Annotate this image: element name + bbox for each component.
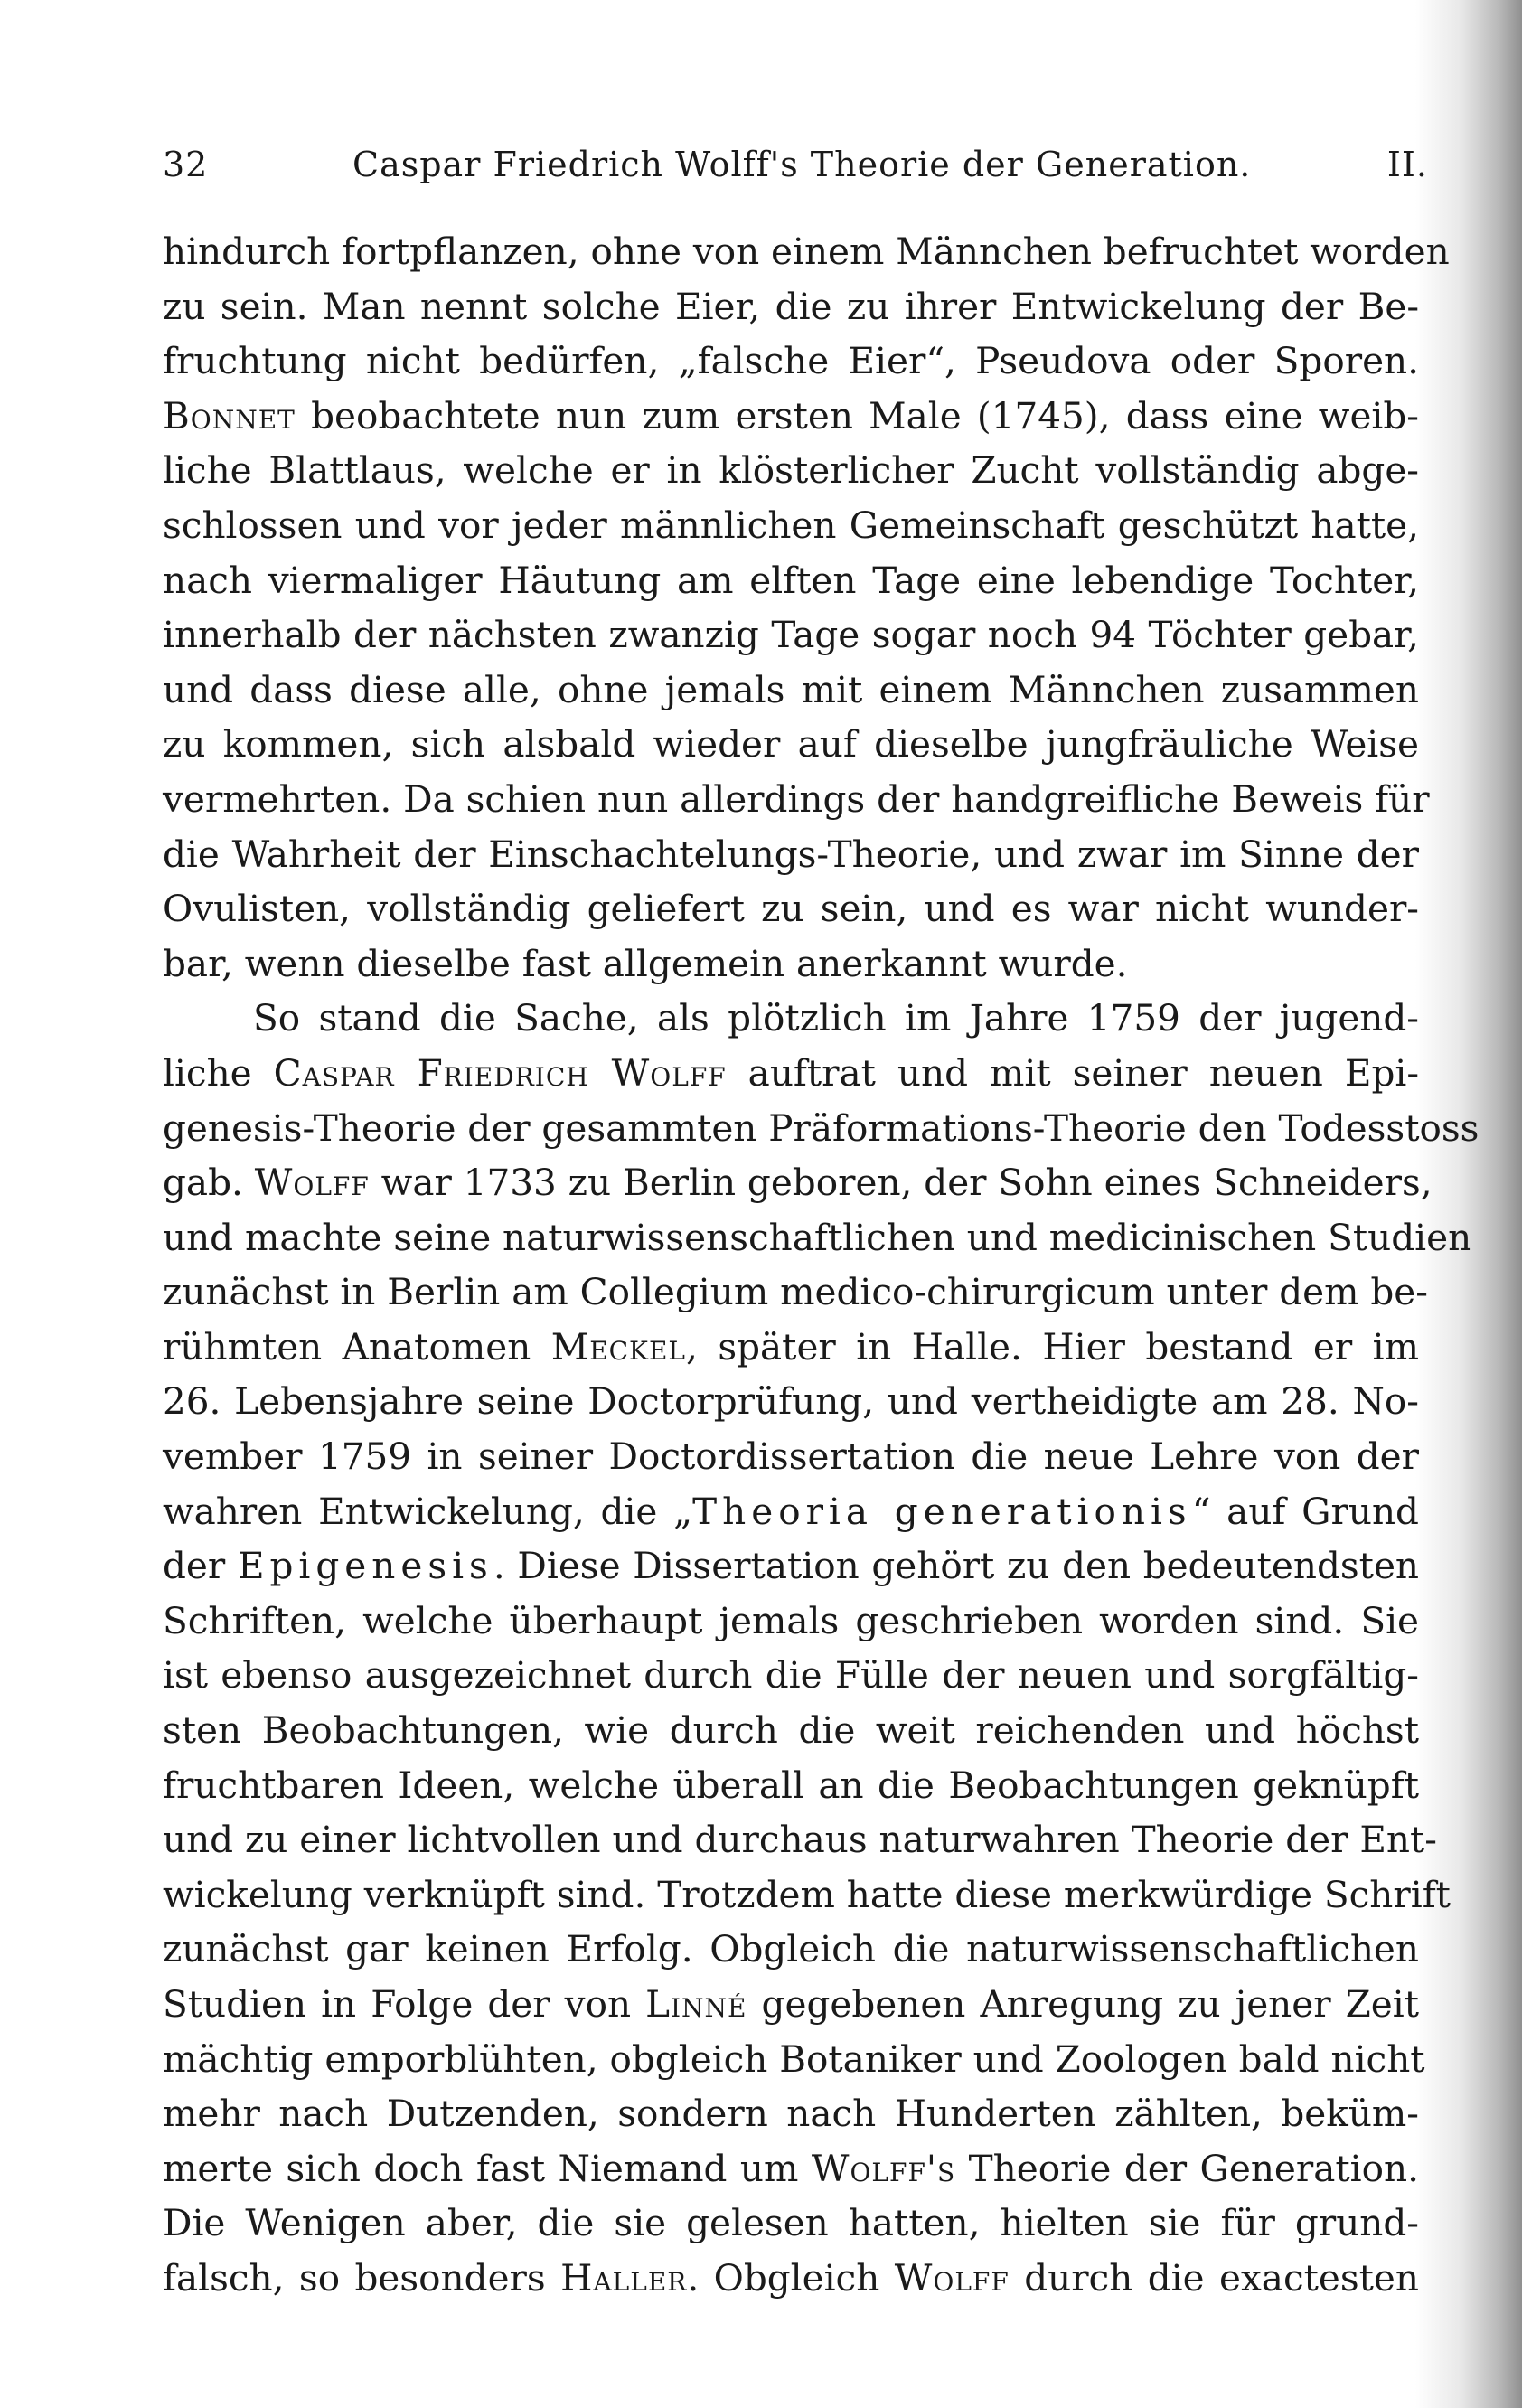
text-segment: wickelung verknüpft sind. Trotzdem hatte diese merkwürdige Schrift: [163, 1872, 1451, 1916]
text-segment: merte sich doch fast Niemand um: [163, 2146, 812, 2190]
text-segment: genesis-Theorie der gesammten Präformations-Theorie den Todesstoss: [163, 1105, 1480, 1150]
text-line: [163, 1374, 1419, 1429]
text-line: [163, 1922, 1419, 1977]
text-line: [163, 1484, 1419, 1539]
text-line: [163, 607, 1419, 663]
text-line: [163, 443, 1419, 498]
page-number: 32: [163, 145, 209, 184]
text-segment: zu kommen, sich alsbald wieder auf dieselbe jungfräuliche Weise: [163, 722, 1419, 767]
text-segment: beobachtete nun zum ersten Male (1745), dass eine weib-: [295, 393, 1419, 437]
text-line: [163, 1648, 1419, 1703]
text-line: [163, 1758, 1419, 1813]
person-name: Wolff: [254, 1161, 370, 1205]
text-segment: innerhalb der nächsten zwanzig Tage sogar noch 94 Töchter gebar,: [163, 613, 1419, 657]
text-line: [163, 1977, 1419, 2032]
text-segment: ist ebenso ausgezeichnet durch die Fülle der neuen und sorgfältig-: [163, 1653, 1419, 1698]
person-name: Haller: [560, 2255, 688, 2300]
spaced-emphasis: Epigenesis: [237, 1544, 493, 1588]
text-segment: sten Beobachtungen, wie durch die weit reichenden und höchst: [163, 1708, 1419, 1753]
text-line: [163, 498, 1419, 553]
running-title: Caspar Friedrich Wolff's Theorie der Generation.: [352, 145, 1252, 184]
text-segment: bar, wenn dieselbe fast allgemein anerkannt wurde.: [163, 941, 1128, 985]
text-line: [163, 1155, 1433, 1210]
text-line: [163, 553, 1419, 608]
person-name: Caspar Friedrich Wolff: [273, 1050, 727, 1095]
text-segment: 26. Lebensjahre seine Doctorprüfung, und vertheidigte am 28. No-: [163, 1379, 1419, 1424]
text-line: [163, 1265, 1428, 1320]
person-name: Wolff's: [811, 2146, 956, 2190]
text-segment: gab.: [163, 1161, 255, 1205]
text-line: [163, 1210, 1472, 1265]
text-segment: Theorie der Generation.: [955, 2146, 1419, 2190]
text-segment: vember 1759 in seiner Doctordissertation die neue Lehre von der: [163, 1434, 1419, 1479]
text-segment: nach viermaliger Häutung am elften Tage eine lebendige Tochter,: [163, 558, 1419, 602]
text-segment: , später in Halle. Hier bestand er im: [686, 1324, 1419, 1369]
text-segment: war 1733 zu Berlin geboren, der Sohn eines Schneiders,: [369, 1161, 1433, 1205]
text-segment: vermehrten. Da schien nun allerdings der handgreifliche Beweis für: [163, 776, 1430, 821]
text-line: [163, 2032, 1425, 2087]
text-segment: wahren Entwickelung, die „: [163, 1489, 693, 1533]
text-line: [163, 991, 1419, 1046]
text-line: [163, 1538, 1419, 1594]
text-segment: . Obgleich: [687, 2255, 895, 2300]
text-segment: rühmten Anatomen: [163, 1324, 551, 1369]
spaced-emphasis: Theoria generationis: [692, 1489, 1192, 1533]
text-line: [163, 1594, 1419, 1649]
text-segment: fruchtbaren Ideen, welche überall an die Beobachtungen geknüpft: [163, 1763, 1419, 1807]
text-segment: zu sein. Man nennt solche Eier, die zu ihrer Entwickelung der Be-: [163, 284, 1419, 328]
text-segment: So stand die Sache, als plötzlich im Jahre 1759 der jugend-: [253, 996, 1419, 1040]
text-line: [163, 1101, 1480, 1156]
text-line: [163, 827, 1419, 882]
body-text: [163, 224, 1480, 2306]
text-segment: fruchtung nicht bedürfen, „falsche Eier“, Pseudova oder Sporen.: [163, 339, 1419, 383]
text-line: [163, 1812, 1437, 1867]
text-segment: zunächst gar keinen Erfolg. Obgleich die naturwissenschaftlichen: [163, 1927, 1419, 1971]
text-segment: durch die exactesten: [1009, 2255, 1419, 2300]
text-line: [163, 389, 1419, 444]
text-line: [163, 936, 1419, 992]
page-header: [163, 145, 1428, 199]
text-line: [163, 1867, 1451, 1923]
text-segment: der: [163, 1544, 238, 1588]
text-segment: liche Blattlaus, welche er in klösterlicher Zucht vollständig abge-: [163, 448, 1419, 493]
text-line: [163, 1046, 1419, 1101]
text-line: [163, 1429, 1419, 1484]
text-segment: und machte seine naturwissenschaftlichen und medicinischen Studien: [163, 1215, 1472, 1259]
person-name: Linné: [645, 1982, 747, 2026]
text-line: [163, 2141, 1419, 2196]
text-line: [163, 2086, 1419, 2141]
text-line: [163, 881, 1419, 936]
text-line: [163, 2196, 1419, 2251]
text-segment: liche: [163, 1050, 274, 1095]
text-line: [163, 334, 1419, 389]
text-segment: mehr nach Dutzenden, sondern nach Hunderten zählten, beküm-: [163, 2092, 1419, 2136]
text-line: [163, 772, 1430, 827]
text-line: [163, 663, 1419, 718]
text-segment: Die Wenigen aber, die sie gelesen hatten, hielten sie für grund-: [163, 2201, 1419, 2245]
text-segment: zunächst in Berlin am Collegium medico-chirurgicum unter dem be-: [163, 1270, 1428, 1314]
text-segment: “ auf Grund: [1191, 1489, 1419, 1533]
text-line: [163, 1320, 1419, 1375]
text-line: [163, 717, 1419, 772]
text-segment: auftrat und mit seiner neuen Epi-: [726, 1050, 1420, 1095]
text-segment: gegebenen Anregung zu jener Zeit: [747, 1982, 1419, 2026]
text-line: [163, 1703, 1419, 1758]
text-segment: die Wahrheit der Einschachtelungs-Theorie, und zwar im Sinne der: [163, 832, 1419, 876]
text-segment: und dass diese alle, ohne jemals mit einem Männchen zusammen: [163, 667, 1419, 711]
text-segment: schlossen und vor jeder männlichen Gemeinschaft geschützt hatte,: [163, 503, 1419, 547]
text-segment: . Diese Dissertation gehört zu den bedeutendsten: [493, 1544, 1419, 1588]
text-segment: Schriften, welche überhaupt jemals geschrieben worden sind. Sie: [163, 1598, 1419, 1642]
text-line: [163, 224, 1450, 279]
text-segment: hindurch fortpflanzen, ohne von einem Männchen befruchtet worden: [163, 230, 1450, 273]
text-line: [163, 279, 1419, 334]
chapter-number: II.: [1386, 145, 1428, 184]
person-name: Bonnet: [163, 393, 296, 437]
text-line: [163, 2251, 1419, 2306]
text-segment: Studien in Folge der von: [163, 1982, 646, 2026]
text-segment: mächtig emporblühten, obgleich Botaniker und Zoologen bald nicht: [163, 2036, 1425, 2081]
person-name: Meckel: [550, 1324, 687, 1369]
text-segment: und zu einer lichtvollen und durchaus naturwahren Theorie der Ent-: [163, 1818, 1437, 1862]
text-segment: Ovulisten, vollständig geliefert zu sein, und es war nicht wunder-: [163, 887, 1419, 931]
person-name: Wolff: [894, 2255, 1010, 2300]
text-segment: falsch, so besonders: [163, 2255, 561, 2300]
